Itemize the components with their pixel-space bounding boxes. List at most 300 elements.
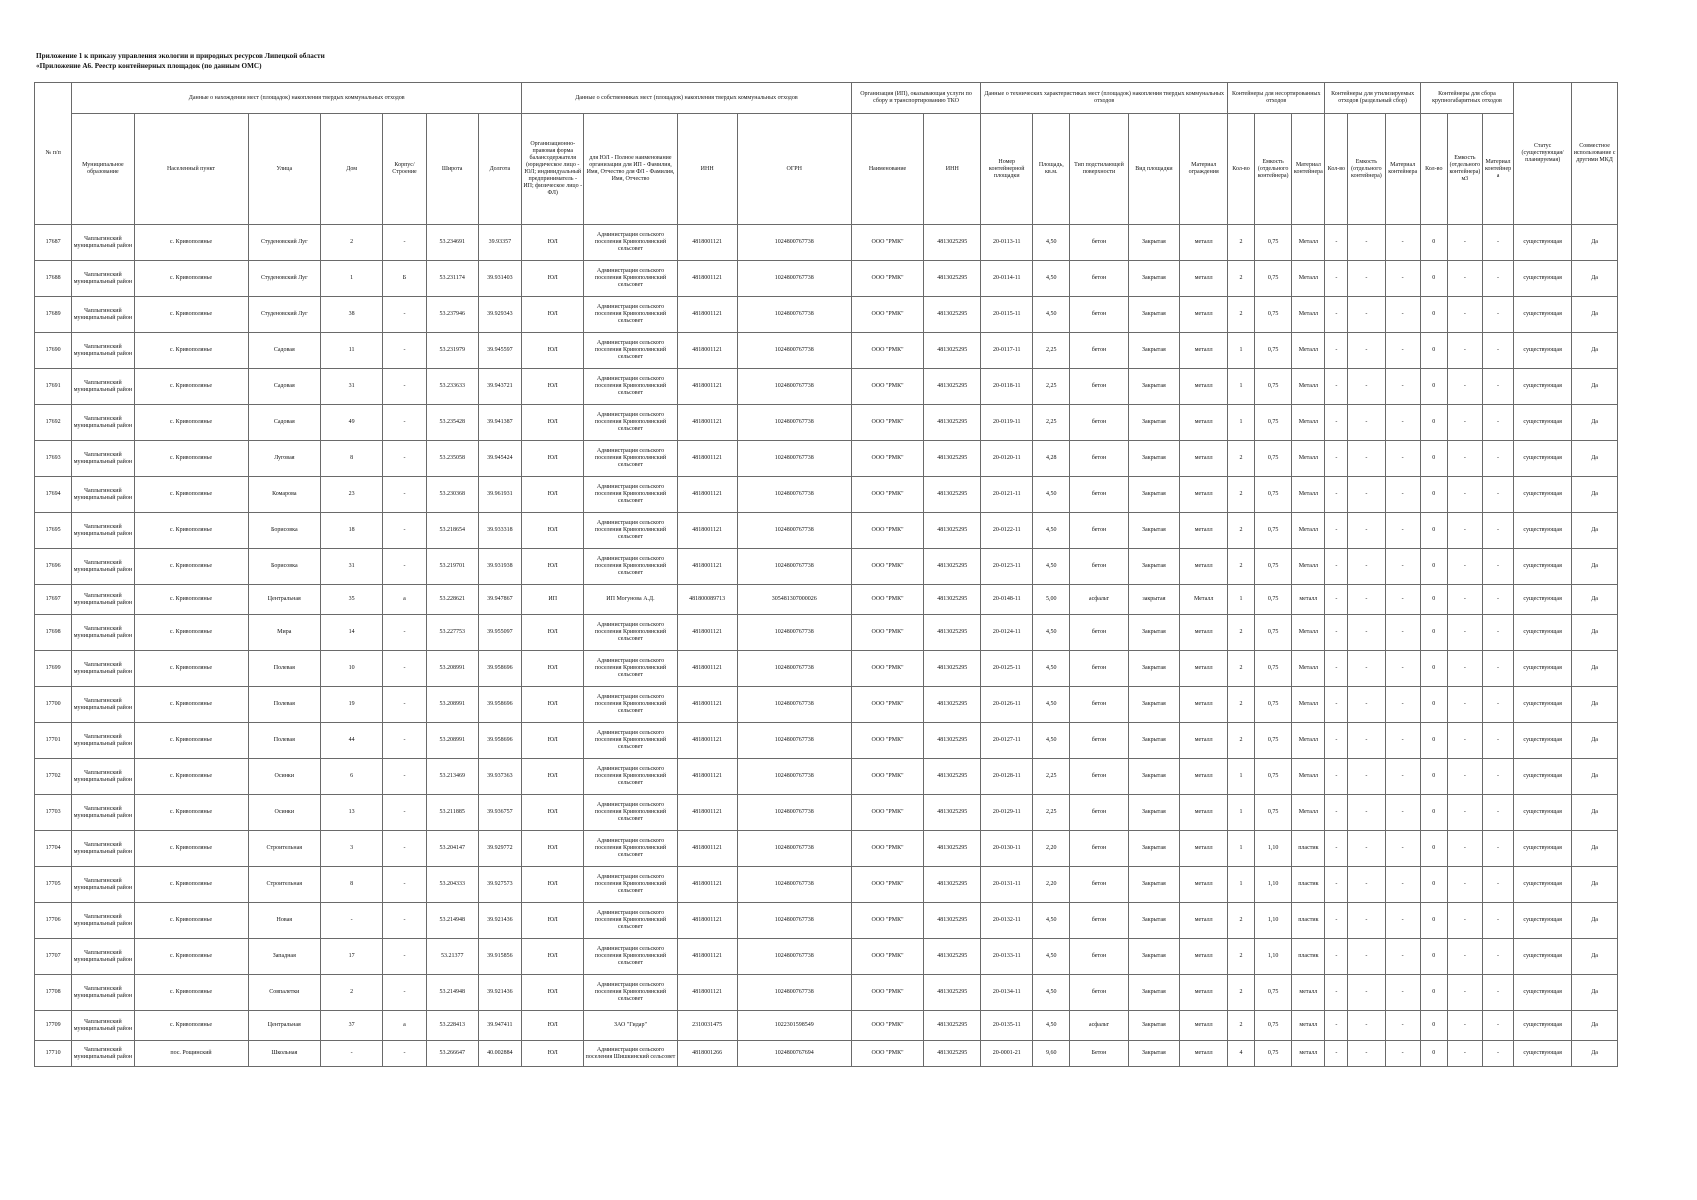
cell-fence: металл <box>1180 549 1228 585</box>
cell-bulky-capacity: - <box>1447 867 1482 903</box>
cell-surface: бетон <box>1070 867 1128 903</box>
cell-building: - <box>383 441 427 477</box>
cell-site-no: 20-0135-11 <box>981 1011 1033 1041</box>
cell-sorted-material: металл <box>1292 975 1325 1011</box>
cell-street: Осинки <box>248 759 321 795</box>
cell-ogrn: 1024800767738 <box>737 405 851 441</box>
cell-house: 19 <box>321 687 383 723</box>
cell-bulky-material: - <box>1482 1011 1513 1041</box>
cell-ogrn: 1024800767738 <box>737 513 851 549</box>
cell-owner-name: Администрация сельского поселения Кривополянский сельсовет <box>584 369 677 405</box>
cell-legal-form: ЮЛ <box>522 615 584 651</box>
table-row <box>35 795 1618 831</box>
col-header-site-type: Вид площадки <box>1128 114 1180 225</box>
cell-inn: 4818001121 <box>677 513 737 549</box>
cell-street: Полевая <box>248 651 321 687</box>
cell-site-type: Закрытая <box>1128 477 1180 513</box>
cell-surface: бетон <box>1070 549 1128 585</box>
cell-utilized-material: - <box>1385 975 1420 1011</box>
cell-legal-form: ЮЛ <box>522 297 584 333</box>
cell-lat: 53.231979 <box>426 333 478 369</box>
cell-num: 17707 <box>35 939 72 975</box>
cell-utilized-material: - <box>1385 549 1420 585</box>
cell-house: 37 <box>321 1011 383 1041</box>
cell-fence: металл <box>1180 225 1228 261</box>
cell-num: 17698 <box>35 615 72 651</box>
cell-street: Садовая <box>248 333 321 369</box>
cell-lat: 53.214948 <box>426 975 478 1011</box>
cell-utilized-capacity: - <box>1348 975 1385 1011</box>
cell-fence: металл <box>1180 795 1228 831</box>
cell-street: Совпалетки <box>248 975 321 1011</box>
cell-sorted-qty: 2 <box>1228 441 1255 477</box>
cell-owner-name: Администрация сельского поселения Кривополянский сельсовет <box>584 477 677 513</box>
cell-site-no: 20-0132-11 <box>981 903 1033 939</box>
cell-shared: Да <box>1572 585 1618 615</box>
cell-sorted-qty: 2 <box>1228 297 1255 333</box>
cell-bulky-qty: 0 <box>1420 477 1447 513</box>
col-header-status: Статус (существующая/ планируемая) <box>1514 83 1572 225</box>
cell-house: 6 <box>321 759 383 795</box>
cell-site-type: Закрытая <box>1128 405 1180 441</box>
cell-site-type: Закрытая <box>1128 975 1180 1011</box>
cell-building: - <box>383 867 427 903</box>
cell-fence: металл <box>1180 369 1228 405</box>
table-row <box>35 441 1618 477</box>
cell-ogrn: 1024800767738 <box>737 333 851 369</box>
cell-inn: 4818001121 <box>677 333 737 369</box>
cell-num: 17696 <box>35 549 72 585</box>
cell-sorted-qty: 4 <box>1228 1041 1255 1067</box>
cell-sorted-qty: 2 <box>1228 477 1255 513</box>
table-row <box>35 831 1618 867</box>
cell-sorted-material: Металл <box>1292 513 1325 549</box>
cell-lat: 53.218654 <box>426 513 478 549</box>
cell-settlement: с. Кривополянье <box>134 975 248 1011</box>
cell-utilized-material: - <box>1385 585 1420 615</box>
cell-site-no: 20-0124-11 <box>981 615 1033 651</box>
cell-sorted-qty: 2 <box>1228 903 1255 939</box>
cell-ogrn: 1024800767738 <box>737 477 851 513</box>
cell-lat: 53.230368 <box>426 477 478 513</box>
cell-shared: Да <box>1572 405 1618 441</box>
cell-sorted-capacity: 0,75 <box>1254 369 1291 405</box>
cell-bulky-capacity: - <box>1447 615 1482 651</box>
cell-status: существующая <box>1514 261 1572 297</box>
cell-sorted-capacity: 0,75 <box>1254 549 1291 585</box>
cell-bulky-material: - <box>1482 441 1513 477</box>
cell-bulky-qty: 0 <box>1420 867 1447 903</box>
cell-sorted-qty: 1 <box>1228 867 1255 903</box>
cell-site-no: 20-0117-11 <box>981 333 1033 369</box>
cell-bulky-material: - <box>1482 1041 1513 1067</box>
cell-bulky-qty: 0 <box>1420 225 1447 261</box>
cell-utilized-material: - <box>1385 1011 1420 1041</box>
cell-bulky-qty: 0 <box>1420 1041 1447 1067</box>
cell-shared: Да <box>1572 1011 1618 1041</box>
cell-house: 8 <box>321 441 383 477</box>
cell-legal-form: ЮЛ <box>522 831 584 867</box>
cell-status: существующая <box>1514 1041 1572 1067</box>
cell-sorted-capacity: 0,75 <box>1254 405 1291 441</box>
cell-shared: Да <box>1572 975 1618 1011</box>
table-row <box>35 333 1618 369</box>
cell-utilized-capacity: - <box>1348 333 1385 369</box>
table-row <box>35 615 1618 651</box>
col-header-utilized-qty: Кол-во <box>1325 114 1348 225</box>
cell-status: существующая <box>1514 831 1572 867</box>
cell-owner-name: ЗАО "Гидар" <box>584 1011 677 1041</box>
cell-fence: металл <box>1180 333 1228 369</box>
cell-site-type: Закрытая <box>1128 651 1180 687</box>
cell-status: существующая <box>1514 225 1572 261</box>
cell-num: 17694 <box>35 477 72 513</box>
cell-status: существующая <box>1514 1011 1572 1041</box>
cell-sorted-qty: 1 <box>1228 759 1255 795</box>
cell-sorted-material: металл <box>1292 585 1325 615</box>
cell-lat: 53.213469 <box>426 759 478 795</box>
col-header-fence: Материал ограждения <box>1180 114 1228 225</box>
cell-settlement: с. Кривополянье <box>134 441 248 477</box>
cell-num: 17708 <box>35 975 72 1011</box>
cell-legal-form: ЮЛ <box>522 261 584 297</box>
cell-surface: бетон <box>1070 687 1128 723</box>
table-row <box>35 369 1618 405</box>
cell-utilized-material: - <box>1385 405 1420 441</box>
cell-bulky-material: - <box>1482 651 1513 687</box>
cell-street: Осинки <box>248 795 321 831</box>
cell-sorted-qty: 1 <box>1228 405 1255 441</box>
cell-fence: Металл <box>1180 585 1228 615</box>
cell-area: 2,20 <box>1033 867 1070 903</box>
cell-street: Школьная <box>248 1041 321 1067</box>
cell-site-no: 20-0148-11 <box>981 585 1033 615</box>
cell-owner-name: Администрация сельского поселения Кривополянский сельсовет <box>584 867 677 903</box>
cell-owner-name: Администрация сельского поселения Кривополянский сельсовет <box>584 441 677 477</box>
cell-utilized-capacity: - <box>1348 225 1385 261</box>
cell-municipality: Чаплыгинский муниципальный район <box>72 261 134 297</box>
col-header-area: Площадь, кв.м. <box>1033 114 1070 225</box>
cell-sorted-capacity: 0,75 <box>1254 513 1291 549</box>
cell-owner-name: Администрация сельского поселения Шишкинский сельсовет <box>584 1041 677 1067</box>
col-header-bulky-qty: Кол-во <box>1420 114 1447 225</box>
cell-sorted-qty: 2 <box>1228 615 1255 651</box>
cell-sorted-qty: 1 <box>1228 831 1255 867</box>
cell-site-no: 20-0133-11 <box>981 939 1033 975</box>
cell-site-no: 20-0118-11 <box>981 369 1033 405</box>
cell-building: - <box>383 723 427 759</box>
cell-operator-inn: 4813025295 <box>924 939 981 975</box>
cell-utilized-capacity: - <box>1348 585 1385 615</box>
cell-utilized-qty: - <box>1325 975 1348 1011</box>
cell-inn: 4818001121 <box>677 759 737 795</box>
cell-bulky-capacity: - <box>1447 975 1482 1011</box>
cell-fence: металл <box>1180 939 1228 975</box>
cell-bulky-capacity: - <box>1447 795 1482 831</box>
cell-lat: 53.235428 <box>426 405 478 441</box>
cell-ogrn: 305481307000026 <box>737 585 851 615</box>
cell-inn: 4818001121 <box>677 831 737 867</box>
cell-legal-form: ЮЛ <box>522 723 584 759</box>
cell-utilized-material: - <box>1385 333 1420 369</box>
cell-num: 17697 <box>35 585 72 615</box>
cell-settlement: с. Кривополянье <box>134 297 248 333</box>
cell-inn: 4818001121 <box>677 651 737 687</box>
cell-bulky-material: - <box>1482 513 1513 549</box>
cell-lon: 39.961931 <box>478 477 522 513</box>
cell-bulky-capacity: - <box>1447 723 1482 759</box>
cell-sorted-capacity: 0,75 <box>1254 795 1291 831</box>
cell-settlement: с. Кривополянье <box>134 405 248 441</box>
cell-inn: 4818001121 <box>677 225 737 261</box>
group-header-tech: Данные о технических характеристиках мест (площадок) накопления твердых коммунальных отходов <box>981 83 1228 114</box>
cell-lon: 39.929343 <box>478 297 522 333</box>
cell-area: 2,25 <box>1033 333 1070 369</box>
cell-operator-name: ООО "РМК" <box>851 831 924 867</box>
cell-building: - <box>383 369 427 405</box>
cell-ogrn: 1024800767738 <box>737 723 851 759</box>
cell-utilized-material: - <box>1385 903 1420 939</box>
cell-lat: 53.228621 <box>426 585 478 615</box>
cell-site-no: 20-0119-11 <box>981 405 1033 441</box>
cell-sorted-capacity: 0,75 <box>1254 615 1291 651</box>
cell-site-no: 20-0121-11 <box>981 477 1033 513</box>
cell-status: существующая <box>1514 477 1572 513</box>
cell-num: 17688 <box>35 261 72 297</box>
cell-sorted-material: Металл <box>1292 549 1325 585</box>
cell-operator-inn: 4813025295 <box>924 261 981 297</box>
cell-site-type: Закрытая <box>1128 441 1180 477</box>
cell-sorted-material: Металл <box>1292 687 1325 723</box>
cell-utilized-material: - <box>1385 369 1420 405</box>
cell-house: 31 <box>321 369 383 405</box>
cell-municipality: Чаплыгинский муниципальный район <box>72 831 134 867</box>
cell-site-type: закрытая <box>1128 585 1180 615</box>
cell-municipality: Чаплыгинский муниципальный район <box>72 477 134 513</box>
cell-area: 4,50 <box>1033 549 1070 585</box>
col-header-utilized-capacity: Емкость (отдельного контейнера) <box>1348 114 1385 225</box>
cell-operator-inn: 4813025295 <box>924 297 981 333</box>
cell-inn: 4818001121 <box>677 687 737 723</box>
cell-bulky-qty: 0 <box>1420 585 1447 615</box>
cell-building: а <box>383 1011 427 1041</box>
cell-site-type: Закрытая <box>1128 1011 1180 1041</box>
cell-utilized-capacity: - <box>1348 615 1385 651</box>
cell-street: Новая <box>248 903 321 939</box>
cell-building: - <box>383 687 427 723</box>
cell-status: существующая <box>1514 795 1572 831</box>
cell-num: 17704 <box>35 831 72 867</box>
table-row <box>35 261 1618 297</box>
cell-ogrn: 1024800767738 <box>737 441 851 477</box>
cell-bulky-qty: 0 <box>1420 795 1447 831</box>
cell-utilized-qty: - <box>1325 333 1348 369</box>
cell-utilized-qty: - <box>1325 651 1348 687</box>
cell-municipality: Чаплыгинский муниципальный район <box>72 333 134 369</box>
cell-sorted-qty: 2 <box>1228 651 1255 687</box>
cell-legal-form: ЮЛ <box>522 333 584 369</box>
cell-municipality: Чаплыгинский муниципальный район <box>72 1041 134 1067</box>
cell-operator-inn: 4813025295 <box>924 975 981 1011</box>
cell-surface: Бетон <box>1070 1041 1128 1067</box>
cell-site-no: 20-0127-11 <box>981 723 1033 759</box>
table-row <box>35 903 1618 939</box>
cell-site-type: Закрытая <box>1128 261 1180 297</box>
cell-bulky-material: - <box>1482 795 1513 831</box>
cell-lon: 39.921436 <box>478 975 522 1011</box>
cell-bulky-capacity: - <box>1447 585 1482 615</box>
col-header-surface: Тип подстилающей поверхности <box>1070 114 1128 225</box>
cell-utilized-qty: - <box>1325 687 1348 723</box>
col-header-settlement: Населенный пункт <box>134 114 248 225</box>
group-header-owner: Данные о собственниках мест (площадок) накопления твердых коммунальных отходов <box>522 83 852 114</box>
document-title <box>36 52 325 71</box>
cell-area: 4,50 <box>1033 297 1070 333</box>
cell-utilized-qty: - <box>1325 585 1348 615</box>
cell-operator-inn: 4813025295 <box>924 513 981 549</box>
cell-sorted-material: Металл <box>1292 441 1325 477</box>
col-header-num: № п/п <box>35 83 72 225</box>
cell-municipality: Чаплыгинский муниципальный район <box>72 651 134 687</box>
cell-utilized-material: - <box>1385 615 1420 651</box>
cell-bulky-material: - <box>1482 723 1513 759</box>
cell-legal-form: ЮЛ <box>522 687 584 723</box>
cell-area: 4,50 <box>1033 903 1070 939</box>
cell-street: Студеновский Луг <box>248 225 321 261</box>
cell-bulky-qty: 0 <box>1420 831 1447 867</box>
cell-num: 17691 <box>35 369 72 405</box>
cell-bulky-material: - <box>1482 225 1513 261</box>
cell-utilized-qty: - <box>1325 225 1348 261</box>
col-header-operator-inn: ИНН <box>924 114 981 225</box>
cell-surface: бетон <box>1070 477 1128 513</box>
cell-bulky-material: - <box>1482 867 1513 903</box>
cell-num: 17700 <box>35 687 72 723</box>
cell-settlement: с. Кривополянье <box>134 651 248 687</box>
cell-area: 4,50 <box>1033 615 1070 651</box>
cell-lon: 39.927573 <box>478 867 522 903</box>
cell-area: 4,50 <box>1033 1011 1070 1041</box>
cell-settlement: с. Кривополянье <box>134 333 248 369</box>
cell-bulky-material: - <box>1482 585 1513 615</box>
cell-sorted-material: Металл <box>1292 651 1325 687</box>
group-header-operator: Организация (ИП), оказывающая услуги по сбору и транспортированию ТКО <box>851 83 981 114</box>
cell-utilized-material: - <box>1385 795 1420 831</box>
cell-bulky-qty: 0 <box>1420 903 1447 939</box>
table-row <box>35 1041 1618 1067</box>
cell-operator-name: ООО "РМК" <box>851 723 924 759</box>
cell-municipality: Чаплыгинский муниципальный район <box>72 687 134 723</box>
cell-shared: Да <box>1572 939 1618 975</box>
col-header-inn: ИНН <box>677 114 737 225</box>
cell-legal-form: ЮЛ <box>522 651 584 687</box>
cell-operator-name: ООО "РМК" <box>851 405 924 441</box>
cell-municipality: Чаплыгинский муниципальный район <box>72 723 134 759</box>
cell-bulky-qty: 0 <box>1420 513 1447 549</box>
cell-sorted-capacity: 0,75 <box>1254 975 1291 1011</box>
cell-operator-inn: 4813025295 <box>924 405 981 441</box>
cell-lon: 40.002884 <box>478 1041 522 1067</box>
cell-operator-inn: 4813025295 <box>924 651 981 687</box>
cell-operator-inn: 4813025295 <box>924 831 981 867</box>
cell-house: 2 <box>321 975 383 1011</box>
cell-sorted-capacity: 0,75 <box>1254 225 1291 261</box>
cell-sorted-qty: 2 <box>1228 225 1255 261</box>
cell-ogrn: 1024800767738 <box>737 297 851 333</box>
cell-lon: 39.945424 <box>478 441 522 477</box>
cell-operator-inn: 4813025295 <box>924 333 981 369</box>
cell-bulky-qty: 0 <box>1420 405 1447 441</box>
cell-building: - <box>383 1041 427 1067</box>
cell-municipality: Чаплыгинский муниципальный район <box>72 795 134 831</box>
cell-house: 10 <box>321 651 383 687</box>
cell-utilized-capacity: - <box>1348 903 1385 939</box>
cell-lon: 39.943721 <box>478 369 522 405</box>
cell-site-type: Закрытая <box>1128 867 1180 903</box>
cell-utilized-capacity: - <box>1348 831 1385 867</box>
cell-utilized-capacity: - <box>1348 651 1385 687</box>
cell-area: 4,50 <box>1033 975 1070 1011</box>
cell-bulky-material: - <box>1482 975 1513 1011</box>
cell-operator-name: ООО "РМК" <box>851 513 924 549</box>
cell-num: 17710 <box>35 1041 72 1067</box>
cell-site-no: 20-0134-11 <box>981 975 1033 1011</box>
cell-ogrn: 1022301598549 <box>737 1011 851 1041</box>
cell-bulky-capacity: - <box>1447 939 1482 975</box>
cell-owner-name: Администрация сельского поселения Кривополянский сельсовет <box>584 549 677 585</box>
cell-fence: металл <box>1180 297 1228 333</box>
cell-area: 4,50 <box>1033 723 1070 759</box>
cell-municipality: Чаплыгинский муниципальный район <box>72 297 134 333</box>
col-header-operator-name: Наименование <box>851 114 924 225</box>
cell-fence: металл <box>1180 1041 1228 1067</box>
cell-operator-name: ООО "РМК" <box>851 687 924 723</box>
table-row <box>35 585 1618 615</box>
cell-inn: 4818001121 <box>677 297 737 333</box>
cell-ogrn: 1024800767738 <box>737 261 851 297</box>
cell-fence: металл <box>1180 615 1228 651</box>
cell-inn: 4818001121 <box>677 867 737 903</box>
cell-ogrn: 1024800767738 <box>737 831 851 867</box>
cell-bulky-capacity: - <box>1447 369 1482 405</box>
cell-operator-inn: 4813025295 <box>924 867 981 903</box>
cell-lat: 53.234691 <box>426 225 478 261</box>
cell-shared: Да <box>1572 513 1618 549</box>
cell-lon: 39.933318 <box>478 513 522 549</box>
cell-surface: бетон <box>1070 369 1128 405</box>
cell-utilized-qty: - <box>1325 405 1348 441</box>
cell-bulky-capacity: - <box>1447 513 1482 549</box>
cell-sorted-qty: 2 <box>1228 723 1255 759</box>
cell-settlement: с. Кривополянье <box>134 867 248 903</box>
cell-fence: металл <box>1180 903 1228 939</box>
table-row <box>35 1011 1618 1041</box>
cell-status: существующая <box>1514 549 1572 585</box>
table-row <box>35 759 1618 795</box>
table-row <box>35 513 1618 549</box>
cell-site-no: 20-0126-11 <box>981 687 1033 723</box>
cell-operator-name: ООО "РМК" <box>851 261 924 297</box>
table-row <box>35 477 1618 513</box>
cell-legal-form: ЮЛ <box>522 513 584 549</box>
cell-settlement: с. Кривополянье <box>134 477 248 513</box>
cell-fence: металл <box>1180 975 1228 1011</box>
cell-sorted-capacity: 0,75 <box>1254 1041 1291 1067</box>
cell-street: Строительная <box>248 867 321 903</box>
cell-utilized-capacity: - <box>1348 939 1385 975</box>
col-header-ogrn: ОГРН <box>737 114 851 225</box>
cell-num: 17701 <box>35 723 72 759</box>
